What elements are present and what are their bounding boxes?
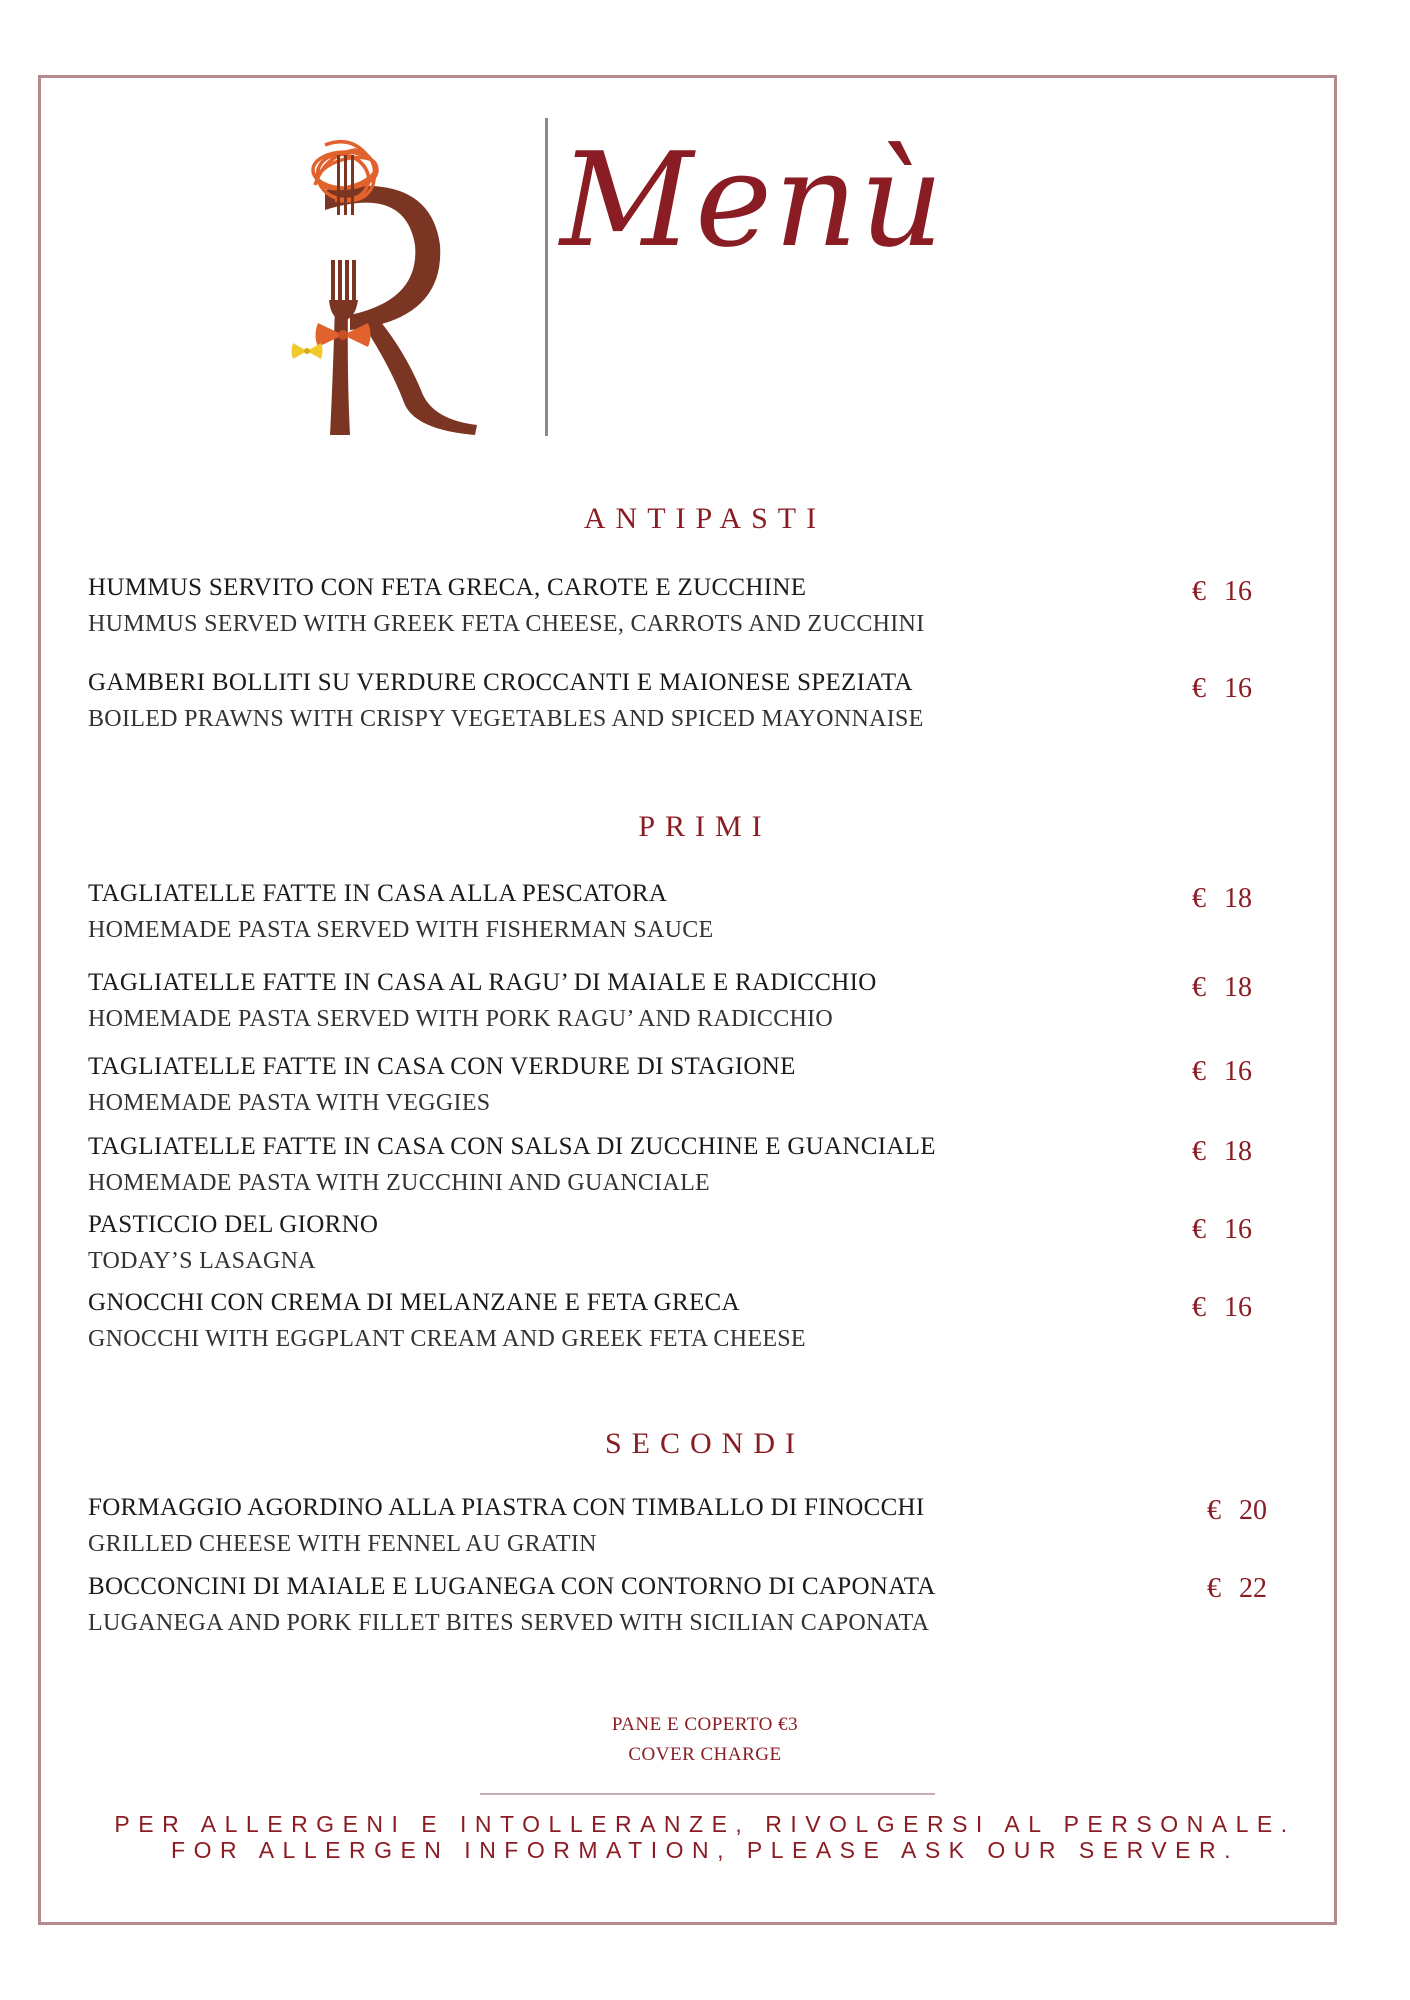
item-name-en: HOMEMADE PASTA SERVED WITH PORK RAGU’ AND RADICCHIO <box>88 1005 834 1032</box>
restaurant-logo <box>255 115 540 445</box>
menu-item <box>88 969 1288 1032</box>
menu-item <box>88 1053 1288 1116</box>
menu-item <box>88 574 1288 637</box>
item-name-it: FORMAGGIO AGORDINO ALLA PIASTRA CON TIMBALLO DI FINOCCHI <box>88 1494 925 1521</box>
item-name-en: TODAY’S LASAGNA <box>88 1247 316 1274</box>
price-value: 16 <box>1224 1056 1252 1087</box>
allergen-notice-it: PER ALLERGENI E INTOLLERANZE, RIVOLGERSI AL PERSONALE. <box>114 1811 1296 1837</box>
price-value: 22 <box>1239 1573 1267 1604</box>
item-price <box>1192 1136 1252 1168</box>
item-name-it: TAGLIATELLE FATTE IN CASA CON VERDURE DI STAGIONE <box>88 1053 796 1080</box>
item-name-it: HUMMUS SERVITO CON FETA GRECA, CAROTE E ZUCCHINE <box>88 574 807 601</box>
item-price <box>1192 576 1252 608</box>
price-value: 18 <box>1224 972 1252 1003</box>
menu-item <box>88 1494 1288 1557</box>
currency-symbol: € <box>1192 673 1206 704</box>
currency-symbol: € <box>1192 576 1206 607</box>
item-name-it: PASTICCIO DEL GIORNO <box>88 1211 379 1238</box>
item-name-en: LUGANEGA AND PORK FILLET BITES SERVED WITH SICILIAN CAPONATA <box>88 1609 930 1636</box>
currency-symbol: € <box>1192 972 1206 1003</box>
cover-charge-it: PANE E COPERTO €3 <box>611 1714 799 1735</box>
section-title-antipasti: ANTIPASTI <box>583 502 827 535</box>
price-value: 18 <box>1224 1136 1252 1167</box>
currency-symbol: € <box>1192 1292 1206 1323</box>
currency-symbol: € <box>1192 883 1206 914</box>
cover-charge-en: COVER CHARGE <box>628 1744 782 1765</box>
currency-symbol: € <box>1192 1214 1206 1245</box>
menu-title: Menù <box>560 124 946 276</box>
currency-symbol: € <box>1207 1573 1221 1604</box>
item-name-it: BOCCONCINI DI MAIALE E LUGANEGA CON CONTORNO DI CAPONATA <box>88 1573 936 1600</box>
currency-symbol: € <box>1207 1495 1221 1526</box>
item-name-it: GNOCCHI CON CREMA DI MELANZANE E FETA GRECA <box>88 1289 740 1316</box>
item-price <box>1192 673 1252 705</box>
item-name-it: GAMBERI BOLLITI SU VERDURE CROCCANTI E MAIONESE SPEZIATA <box>88 669 913 696</box>
menu-item <box>88 880 1288 943</box>
price-value: 16 <box>1224 673 1252 704</box>
item-name-en: GRILLED CHEESE WITH FENNEL AU GRATIN <box>88 1530 597 1557</box>
section-title-primi: PRIMI <box>638 810 772 843</box>
price-value: 20 <box>1239 1495 1267 1526</box>
item-name-en: HOMEMADE PASTA WITH ZUCCHINI AND GUANCIALE <box>88 1169 711 1196</box>
r-fork-spaghetti-logo-icon <box>255 115 540 445</box>
item-name-en: HOMEMADE PASTA WITH VEGGIES <box>88 1089 491 1116</box>
price-value: 18 <box>1224 883 1252 914</box>
price-value: 16 <box>1224 576 1252 607</box>
item-price <box>1192 1214 1252 1246</box>
menu-item <box>88 1133 1288 1196</box>
price-value: 16 <box>1224 1214 1252 1245</box>
menu-item <box>88 1573 1288 1636</box>
item-price <box>1192 1292 1252 1324</box>
menu-item <box>88 1211 1288 1274</box>
item-name-en: BOILED PRAWNS WITH CRISPY VEGETABLES AND SPICED MAYONNAISE <box>88 705 924 732</box>
menu-item <box>88 1289 1288 1352</box>
item-name-en: GNOCCHI WITH EGGPLANT CREAM AND GREEK FETA CHEESE <box>88 1325 806 1352</box>
allergen-notice-en: FOR ALLERGEN INFORMATION, PLEASE ASK OUR SERVER. <box>171 1837 1239 1863</box>
item-price <box>1192 1056 1252 1088</box>
item-name-it: TAGLIATELLE FATTE IN CASA ALLA PESCATORA <box>88 880 668 907</box>
section-title-secondi: SECONDI <box>604 1427 805 1460</box>
item-price <box>1192 883 1252 915</box>
item-price <box>1192 972 1252 1004</box>
price-value: 16 <box>1224 1292 1252 1323</box>
item-name-en: HOMEMADE PASTA SERVED WITH FISHERMAN SAUCE <box>88 916 714 943</box>
item-name-it: TAGLIATELLE FATTE IN CASA AL RAGU’ DI MAIALE E RADICCHIO <box>88 969 877 996</box>
item-price <box>1207 1573 1267 1605</box>
item-price <box>1207 1495 1267 1527</box>
item-name-it: TAGLIATELLE FATTE IN CASA CON SALSA DI ZUCCHINE E GUANCIALE <box>88 1133 936 1160</box>
menu-item <box>88 669 1288 732</box>
logo-divider <box>545 118 548 436</box>
item-name-en: HUMMUS SERVED WITH GREEK FETA CHEESE, CARROTS AND ZUCCHINI <box>88 610 925 637</box>
footer-divider <box>480 1793 935 1795</box>
currency-symbol: € <box>1192 1136 1206 1167</box>
currency-symbol: € <box>1192 1056 1206 1087</box>
